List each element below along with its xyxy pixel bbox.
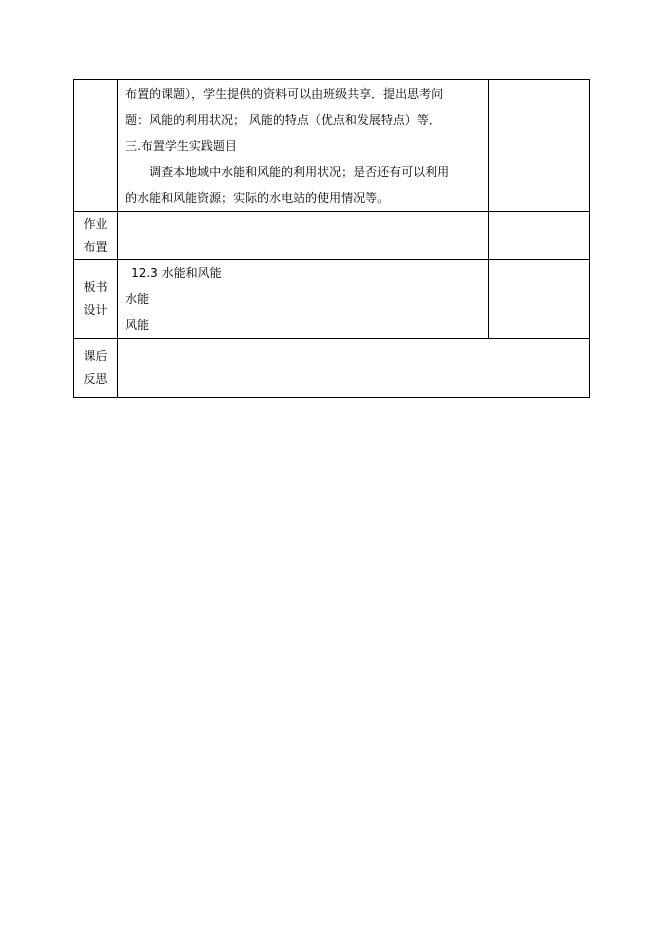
content-row: [74, 80, 590, 212]
homework-notes-cell: [488, 212, 589, 260]
board-notes-cell: [488, 260, 589, 339]
content-line-5: 的水能和风能资源；实际的水电站的使用情况等。: [125, 191, 390, 205]
content-notes-cell: [488, 80, 589, 212]
content-line-1: 布置的课题），学生提供的资料可以由班级共享．提出思考问: [125, 87, 444, 101]
reflection-content-cell: [118, 339, 590, 398]
content-text-cell: [118, 80, 489, 212]
board-label-line-1: 板书: [83, 280, 108, 294]
board-item-hydro: 水能: [125, 292, 150, 306]
homework-content-cell: [118, 212, 489, 260]
board-design-content: [118, 260, 489, 339]
board-title: 12.3 水能和风能: [131, 266, 222, 280]
board-design-label: [74, 260, 118, 339]
content-label-cell: [74, 80, 118, 212]
content-line-2: 题：风能的利用状况； 风能的特点（优点和发展特点）等．: [125, 113, 441, 127]
board-design-row: [74, 260, 590, 339]
homework-label-line-2: 布置: [83, 239, 108, 254]
homework-row: [74, 212, 590, 260]
homework-label-line-1: 作业: [83, 216, 108, 231]
lesson-plan-table: [73, 79, 590, 398]
board-label-line-2: 设计: [83, 303, 108, 317]
board-item-wind: 风能: [125, 318, 150, 332]
content-line-3: 三.布置学生实践题目: [125, 139, 237, 153]
reflection-row: [74, 339, 590, 398]
reflection-label-line-2: 反思: [83, 372, 108, 386]
reflection-label-line-1: 课后: [83, 349, 108, 363]
reflection-label: [74, 339, 118, 398]
content-line-4: 调查本地域中水能和风能的利用状况；是否还有可以利用: [149, 165, 450, 179]
homework-label: [74, 212, 118, 260]
